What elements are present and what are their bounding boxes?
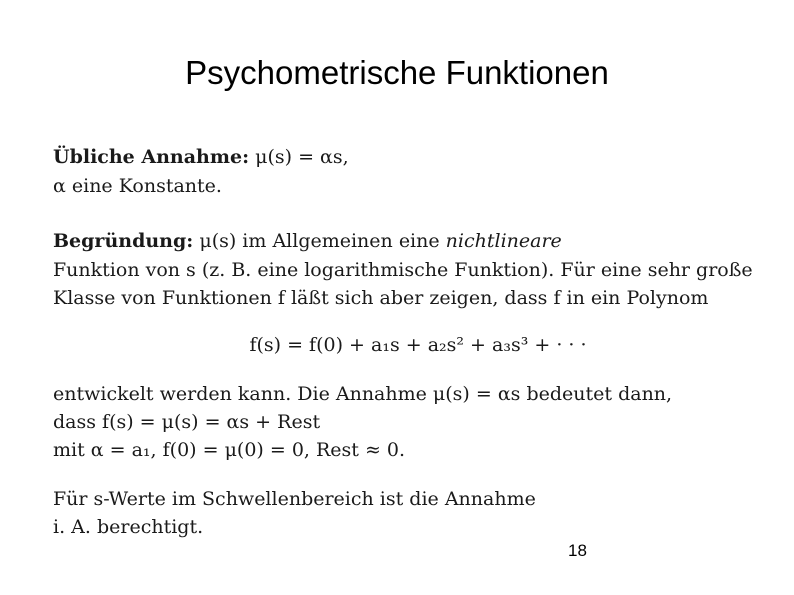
assumption-line (53, 143, 349, 171)
polynomial-equation: f(s) = f(0) + a₁s + a₂s² + a₃s³ + · · · (249, 334, 587, 356)
assumption-label: Übliche Annahme: (53, 146, 250, 168)
conclusion-line-2: i. A. berechtigt. (53, 516, 204, 538)
development-line-3: mit α = a₁, f(0) = μ(0) = 0, Rest ≈ 0. (53, 439, 406, 461)
development-line-2: dass f(s) = μ(s) = αs + Rest (53, 411, 321, 433)
slide-title: Psychometrische Funktionen (185, 54, 609, 91)
development-line-1: entwickelt werden kann. Die Annahme μ(s) = αs bedeutet dann, (53, 383, 673, 405)
reasoning-label: Begründung: (53, 230, 194, 252)
reasoning-italic: nichtlineare (445, 230, 562, 252)
reasoning-line-1 (53, 227, 562, 255)
conclusion-line-1: Für s-Werte im Schwellenbereich ist die Annahme (53, 488, 536, 510)
page-number: 18 (568, 541, 587, 560)
reasoning-line-3: Klasse von Funktionen f läßt sich aber zeigen, dass f in ein Polynom (53, 287, 709, 309)
reasoning-line-2: Funktion von s (z. B. eine logarithmische Funktion). Für eine sehr große (53, 259, 753, 281)
assumption-constant-line: α eine Konstante. (53, 175, 222, 197)
assumption-formula: μ(s) = αs, (255, 146, 349, 168)
reasoning-text: μ(s) im Allgemeinen eine (199, 230, 440, 252)
